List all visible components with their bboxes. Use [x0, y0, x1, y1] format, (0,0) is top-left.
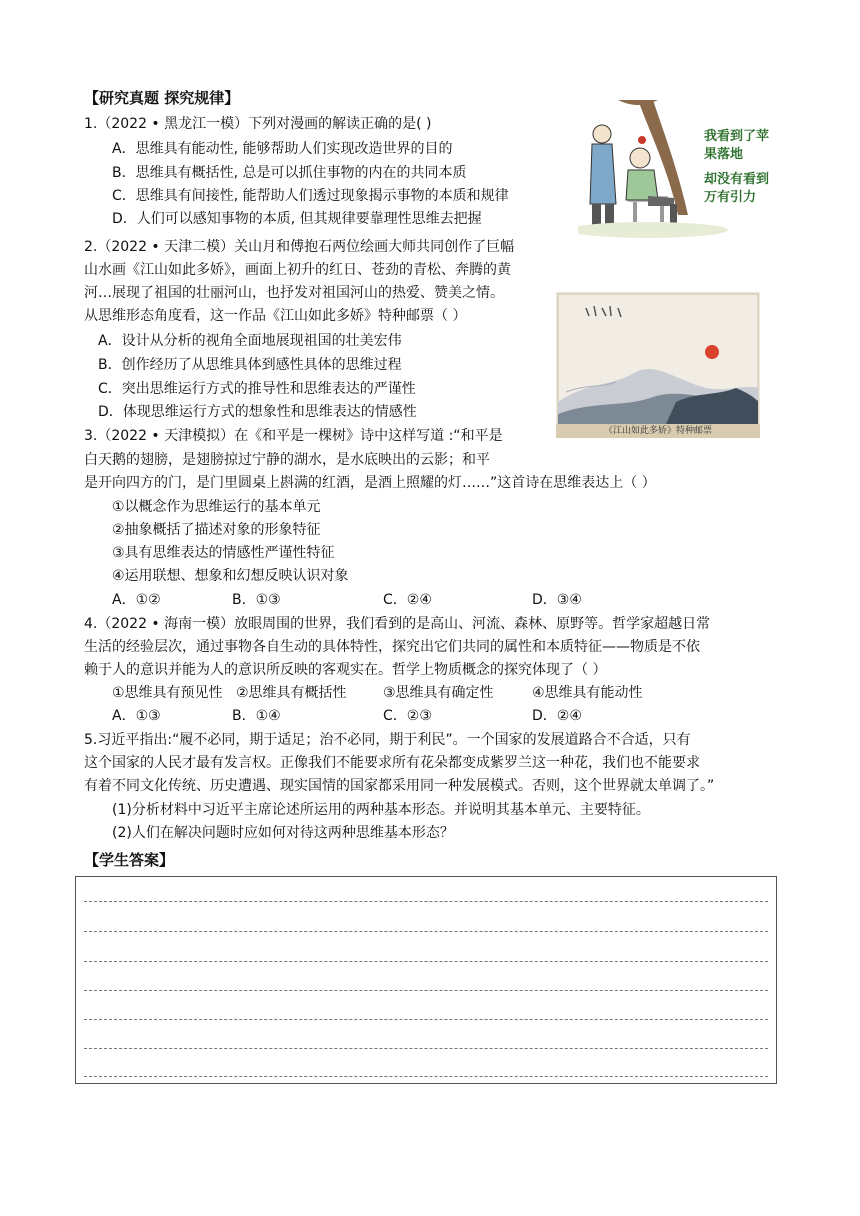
q3-item-1: ①以概念作为思维运行的基本单元	[112, 499, 321, 515]
q2-option-b[interactable]: B．创作经历了从思维具体到感性具体的思维过程	[98, 357, 402, 373]
q3-choice-b[interactable]: B．①③	[232, 592, 281, 608]
q2-line-2: 山水画《江山如此多娇》，画面上初升的红日、苍劲的青松、奔腾的黄	[84, 262, 511, 278]
q4-line-2: 生活的经验层次，通过事物各自生动的具体特性，探究出它们共同的属性和本质特征——物质是不依	[84, 639, 700, 655]
cartoon-caption-2a: 却没有看到	[704, 172, 770, 187]
q3-choice-d[interactable]: D．③④	[532, 592, 582, 608]
q4-item-2: ②思维具有概括性	[236, 685, 347, 701]
q4-item-3: ③思维具有确定性	[383, 685, 494, 701]
q1-option-c[interactable]: C．思维具有间接性, 能帮助人们透过现象揭示事物的本质和规律	[112, 188, 509, 204]
q4-choice-a[interactable]: A．①③	[112, 708, 161, 724]
q1-stem: 1.（2022 • 黑龙江一模）下列对漫画的解读正确的是( )	[84, 116, 432, 132]
q3-item-4: ④运用联想、想象和幻想反映认识对象	[112, 568, 349, 584]
q4-choice-b[interactable]: B．①④	[232, 708, 281, 724]
cartoon-caption-1a: 我看到了苹	[704, 129, 770, 144]
q3-line-3: 是开向四方的门，是门里圆桌上斟满的红酒，是酒上照耀的灯……”这首诗在思维表达上（ ）	[84, 475, 656, 491]
cartoon-caption-1b: 果落地	[704, 147, 744, 162]
answer-line[interactable]	[84, 1076, 768, 1077]
q5-sub-2: (2)人们在解决问题时应如何对待这两种思维基本形态？	[112, 825, 454, 841]
answer-line[interactable]	[84, 901, 768, 902]
q4-choice-c[interactable]: C．②③	[383, 708, 432, 724]
q3-choice-a[interactable]: A．①②	[112, 592, 161, 608]
answer-line[interactable]	[84, 931, 768, 932]
cartoon-caption-2b: 万有引力	[704, 190, 757, 205]
q5-sub-1: (1)分析材料中习近平主席论述所运用的两种基本形态。并说明其基本单元、主要特征。	[112, 802, 650, 818]
q1-option-a[interactable]: A．思维具有能动性, 能够帮助人们实现改造世界的目的	[112, 141, 453, 157]
q1-option-b[interactable]: B．思维具有概括性, 总是可以抓住事物的内在的共同本质	[112, 165, 467, 181]
q3-item-3: ③具有思维表达的情感性严谨性特征	[112, 545, 335, 561]
answer-line[interactable]	[84, 1048, 768, 1049]
q4-choice-d[interactable]: D．②④	[532, 708, 582, 724]
q4-item-1: ①思维具有预见性	[112, 685, 223, 701]
q5-line-1: 5.习近平指出:“履不必同，期于适足；治不必同，期于利民”。一个国家的发展道路合不合适，只有	[84, 732, 691, 748]
stamp-image	[556, 292, 760, 438]
q2-line-1: 2.（2022 • 天津二模）关山月和傅抱石两位绘画大师共同创作了巨幅	[84, 239, 515, 255]
q5-line-3: 有着不同文化传统、历史遭遇、现实国情的国家都采用同一种发展模式。否则，这个世界就太单调了。”	[84, 778, 715, 794]
answer-line[interactable]	[84, 961, 768, 962]
q2-line-3: 河…展现了祖国的壮丽河山，也抒发对祖国河山的热爱、赞美之情。	[84, 285, 504, 301]
section-title: 【研究真题 探究规律】	[84, 89, 240, 107]
q2-option-c[interactable]: C．突出思维运行方式的推导性和思维表达的严谨性	[98, 381, 416, 397]
q4-line-3: 赖于人的意识并能为人的意识所反映的客观实在。哲学上物质概念的探究体现了（ ）	[84, 662, 607, 678]
q2-line-4: 从思维形态角度看，这一作品《江山如此多娇》特种邮票（ ）	[84, 308, 467, 324]
q2-option-a[interactable]: A．设计从分析的视角全面地展现祖国的壮美宏伟	[98, 333, 402, 349]
answer-line[interactable]	[84, 990, 768, 991]
stamp-caption: 《江山如此多娇》特种邮票	[556, 424, 760, 438]
q3-line-1: 3.（2022 • 天津模拟）在《和平是一棵树》诗中这样写道 :“和平是	[84, 428, 503, 444]
q4-line-1: 4.（2022 • 海南一模）放眼周围的世界，我们看到的是高山、河流、森林、原野等。哲学家超越日常	[84, 616, 711, 632]
q4-item-4: ④思维具有能动性	[532, 685, 643, 701]
q5-line-2: 这个国家的人民才最有发言权。正像我们不能要求所有花朵都变成紫罗兰这一种花，我们也不能要求	[84, 755, 700, 771]
q3-choice-c[interactable]: C．②④	[383, 592, 432, 608]
q3-item-2: ②抽象概括了描述对象的形象特征	[112, 522, 321, 538]
answer-title: 【学生答案】	[84, 851, 175, 869]
q3-line-2: 白天鹅的翅膀，是翅膀掠过宁静的湖水，是水底映出的云影；和平	[84, 452, 490, 468]
answer-box[interactable]	[75, 876, 777, 1084]
answer-line[interactable]	[84, 1019, 768, 1020]
q2-option-d[interactable]: D．体现思维运行方式的想象性和思维表达的情感性	[98, 404, 417, 420]
q1-option-d[interactable]: D．人们可以感知事物的本质, 但其规律要靠理性思维去把握	[112, 211, 482, 227]
